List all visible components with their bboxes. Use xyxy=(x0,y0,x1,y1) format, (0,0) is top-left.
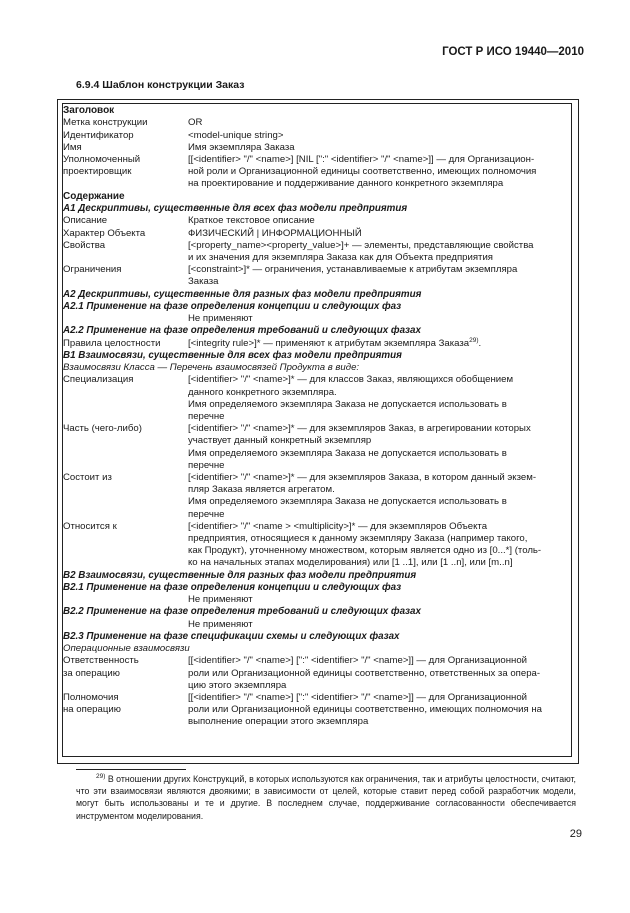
row-value xyxy=(188,215,571,227)
subsection-heading: В2.3 Применение на фазе спецификации схемы и следующих фазах xyxy=(63,630,400,642)
row-value xyxy=(188,423,571,435)
row-value-text: Заказа xyxy=(188,276,219,288)
row-label xyxy=(63,313,188,325)
row-label: Характер Объекта xyxy=(63,227,146,239)
table-row xyxy=(63,496,571,508)
row-value xyxy=(188,166,571,178)
italic-note: Операционные взаимосвязи xyxy=(63,643,190,655)
row-value-text: ко на начальных этапах моделирования) или [1 ..1], или [1 ..n], или [m..n] xyxy=(188,557,513,569)
row-value xyxy=(188,557,571,569)
row-label xyxy=(63,680,188,692)
table-row xyxy=(63,338,571,350)
row-label xyxy=(63,716,188,728)
row-label xyxy=(63,484,188,496)
row-label xyxy=(63,557,188,569)
row-value-text: [<identifier> "/" <name>]* — для классов Заказ, являющихся обобщением xyxy=(188,374,514,386)
table-row xyxy=(63,448,571,460)
row-value-text: [<property_name><property_value>]+ — элементы, представляющие свойства xyxy=(188,239,534,251)
row-value xyxy=(188,411,571,423)
row-value-text: Краткое текстовое описание xyxy=(188,215,315,227)
row-label: Специализация xyxy=(63,374,134,386)
row-label: на операцию xyxy=(63,704,121,716)
row-label: Полномочия xyxy=(63,692,119,703)
table-row xyxy=(63,228,571,240)
table-row xyxy=(63,484,571,496)
table-row xyxy=(63,521,571,533)
table-row xyxy=(63,252,571,264)
row-value-text: как Продукт), уточненному множеством, которым является одно из [0...*] (толь- xyxy=(188,545,542,557)
row-label xyxy=(63,276,188,288)
row-value xyxy=(188,276,571,288)
row-label xyxy=(63,399,188,411)
row-value xyxy=(188,240,571,252)
row-value-text: цию этого экземпляра xyxy=(188,679,287,691)
row-value xyxy=(188,154,571,166)
row-value xyxy=(188,264,571,276)
row-label xyxy=(63,460,188,472)
row-value-text: OR xyxy=(188,117,203,129)
table-row xyxy=(63,399,571,411)
row-label: Имя xyxy=(63,141,82,153)
row-value xyxy=(188,655,571,667)
row-label xyxy=(63,387,188,399)
row-value-text: [<integrity rule>]* — применяют к атрибутам экземпляра Заказа xyxy=(188,337,470,349)
table-row xyxy=(63,387,571,399)
subsection-heading: В2 Взаимосвязи, существенные для разных фаз модели предприятия xyxy=(63,569,417,581)
row-value-tail: . xyxy=(478,337,482,349)
section-heading: Заголовок xyxy=(63,105,115,116)
row-value-text: Не применяют xyxy=(188,618,253,630)
table-row xyxy=(63,117,571,129)
document-header: ГОСТ Р ИСО 19440—2010 xyxy=(442,46,584,58)
row-value-text: [<identifier> "/" <name > <multiplicity>]* — для экземпляров Объекта xyxy=(188,520,488,532)
table-row xyxy=(63,509,571,521)
row-label: Ответственность xyxy=(63,655,139,667)
table-row xyxy=(63,130,571,142)
row-value xyxy=(188,228,571,240)
row-label xyxy=(63,435,188,447)
table-row xyxy=(63,240,571,252)
row-label: Метка конструкции xyxy=(63,117,148,129)
table-row xyxy=(63,655,571,667)
row-value-text: Имя определяемого экземпляра Заказа не допускается использовать в xyxy=(188,447,507,459)
row-value xyxy=(188,313,571,325)
row-label: Свойства xyxy=(63,239,106,251)
table-row xyxy=(63,142,571,154)
table-row xyxy=(63,154,571,166)
row-value xyxy=(188,704,571,716)
subsection-heading: В1 Взаимосвязи, существенные для всех фаз модели предприятия xyxy=(63,349,402,361)
row-label xyxy=(63,545,188,557)
row-value-text: участвует данный конкретный экземпляр xyxy=(188,435,372,447)
row-label xyxy=(63,448,188,460)
template-rows xyxy=(63,104,571,729)
table-row xyxy=(63,668,571,680)
section-title: 6.9.4 Шаблон конструкции Заказ xyxy=(76,79,245,91)
row-value-text: ной роли и Организационной единицы соответственно, имеющих полномочия xyxy=(188,166,537,178)
row-value-text: предприятия, относящиеся к данному экземпляру Заказа (например такого, xyxy=(188,532,528,544)
row-value-text: Имя определяемого экземпляра Заказа не допускается использовать в xyxy=(188,496,507,508)
row-value xyxy=(188,594,571,606)
row-label: проектировщик xyxy=(63,166,132,178)
row-label: Состоит из xyxy=(63,471,112,483)
template-table xyxy=(62,103,572,757)
table-row xyxy=(63,692,571,704)
row-label: Уполномоченный xyxy=(63,154,141,166)
subsection-heading: В2.2 Применение на фазе определения требований и следующих фазах xyxy=(63,606,421,618)
subsection-heading: В2.1 Применение на фазе определения концепции и следующих фаз xyxy=(63,581,402,593)
row-value xyxy=(188,130,571,142)
table-row xyxy=(63,215,571,227)
row-value-text: [<constraint>]* — ограничения, устанавливаемые к атрибутам экземпляра xyxy=(188,264,518,276)
row-label: Ограничения xyxy=(63,264,122,276)
table-row xyxy=(63,594,571,606)
row-label: Правила целостности xyxy=(63,337,161,349)
row-value xyxy=(188,521,571,533)
subsection-heading: А2.2 Применение на фазе определения требований и следующих фазах xyxy=(63,325,421,337)
row-value xyxy=(188,668,571,680)
row-value xyxy=(188,496,571,508)
row-value-text: перечне xyxy=(188,459,225,471)
row-value-text: данного конкретного экземпляра. xyxy=(188,386,337,398)
row-label xyxy=(63,178,188,190)
row-value-text: Имя определяемого экземпляра Заказа не допускается использовать в xyxy=(188,398,507,410)
row-value xyxy=(188,117,571,129)
row-value-text: ФИЗИЧЕСКИЙ | ИНФОРМАЦИОННЫЙ xyxy=(188,227,362,239)
row-value xyxy=(188,545,571,557)
row-value-text: роли или Организационной единицы соответственно, имеющих полномочия на xyxy=(188,704,542,716)
footnote-ref: 29) xyxy=(469,336,479,344)
table-row xyxy=(63,472,571,484)
row-value xyxy=(188,399,571,411)
row-label xyxy=(63,509,188,521)
footnote-rule xyxy=(76,769,186,770)
row-label xyxy=(63,252,188,264)
row-value-text: выполнение операции этого экземпляра xyxy=(188,716,369,728)
footnote-mark: 29) xyxy=(96,773,106,781)
row-value-text: и их значения для экземпляра Заказа как для Объекта предприятия xyxy=(188,251,493,263)
row-label: Описание xyxy=(63,215,108,227)
table-row xyxy=(63,435,571,447)
subsection-heading: А2 Дескриптивы, существенные для разных фаз модели предприятия xyxy=(63,288,422,300)
row-value-text: Имя экземпляра Заказа xyxy=(188,141,295,153)
table-row xyxy=(63,716,571,728)
row-label xyxy=(63,496,188,508)
row-value xyxy=(188,533,571,545)
row-value xyxy=(188,472,571,484)
table-row xyxy=(63,423,571,435)
row-label: Часть (чего-либо) xyxy=(63,423,142,435)
row-value-text: Не применяют xyxy=(188,313,253,325)
table-row xyxy=(63,178,571,190)
row-value xyxy=(188,680,571,692)
section-heading: Содержание xyxy=(63,190,125,202)
table-row xyxy=(63,704,571,716)
subsection-heading: А1 Дескриптивы, существенные для всех фаз модели предприятия xyxy=(63,203,408,215)
row-value xyxy=(188,692,571,704)
footnote xyxy=(76,773,576,822)
row-label xyxy=(63,411,188,423)
row-value xyxy=(188,178,571,190)
table-row xyxy=(63,276,571,288)
row-value-text: роли или Организационной единицы соответственно, ответственных за опера- xyxy=(188,667,541,679)
row-value xyxy=(188,509,571,521)
row-value xyxy=(188,142,571,154)
row-label xyxy=(63,619,188,631)
row-value-text: [[<identifier> "/" <name>] [":" <identifier> "/" <name>]] — для Организационной xyxy=(188,655,528,667)
table-row xyxy=(63,680,571,692)
italic-note: Взаимосвязи Класса — Перечень взаимосвязей Продукта в виде: xyxy=(63,362,360,374)
row-value xyxy=(188,387,571,399)
table-row xyxy=(63,557,571,569)
row-value-text: [[<identifier> "/" <name>] [NIL [":" <identifier> "/" <name>]] — для Организацион- xyxy=(188,154,535,166)
row-value-text: [<identifier> "/" <name>]* — для экземпляров Заказа, в котором данный экзем- xyxy=(188,471,537,483)
row-value xyxy=(188,716,571,728)
row-value xyxy=(188,374,571,386)
table-row xyxy=(63,533,571,545)
row-value-text: [[<identifier> "/" <name>] [":" <identifier> "/" <name>]] — для Организационной xyxy=(188,692,528,703)
row-value-text: <model-unique string> xyxy=(188,129,284,141)
row-label: Идентификатор xyxy=(63,129,134,141)
row-label: Относится к xyxy=(63,520,117,532)
row-value-text: пляр Заказа является агрегатом. xyxy=(188,484,335,496)
page-number: 29 xyxy=(569,828,582,840)
row-value xyxy=(188,484,571,496)
row-value xyxy=(188,448,571,460)
row-value-text: Не применяют xyxy=(188,594,253,606)
row-value xyxy=(188,252,571,264)
table-row xyxy=(63,374,571,386)
row-value xyxy=(188,338,571,350)
row-value xyxy=(188,619,571,631)
row-value-text: перечне xyxy=(188,410,225,422)
row-label: за операцию xyxy=(63,667,120,679)
footnote-text: В отношении других Конструкций, в которых используются как ограничения, так и атрибуты целостности, считают, что эти взаимосвязи являются двоякими; в зависимости от целей, которые ставит перед собой разработчик модели, могут быть использованы и те и другие. В последнем случае, поддерживание согласованности обеспечивается инструментом моделирования. xyxy=(76,774,576,821)
table-row xyxy=(63,460,571,472)
table-row xyxy=(63,619,571,631)
row-value-text: [<identifier> "/" <name>]* — для экземпляров Заказ, в агрегировании которых xyxy=(188,423,531,435)
row-value xyxy=(188,460,571,472)
table-row xyxy=(63,411,571,423)
row-value-text: перечне xyxy=(188,508,225,520)
subsection-heading: А2.1 Применение на фазе определения концепции и следующих фаз xyxy=(63,300,402,312)
row-label xyxy=(63,533,188,545)
table-row xyxy=(63,166,571,178)
row-label xyxy=(63,594,188,606)
row-value-text: на проектирование и поддерживание данного конкретного экземпляра xyxy=(188,178,504,190)
table-row xyxy=(63,545,571,557)
table-row xyxy=(63,264,571,276)
table-row xyxy=(63,313,571,325)
row-value xyxy=(188,435,571,447)
